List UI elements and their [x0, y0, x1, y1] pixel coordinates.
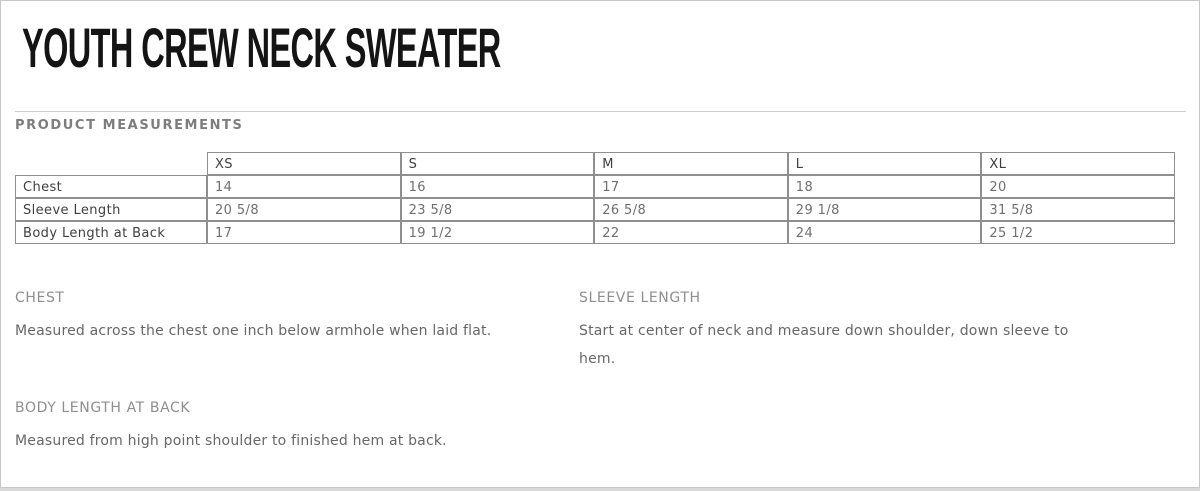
row-label-body-length-at-back: Body Length at Back — [15, 221, 207, 244]
section-heading-product-measurements: PRODUCT MEASUREMENTS — [15, 118, 244, 133]
table-row-chest — [15, 175, 1175, 198]
description-text-chest: Measured across the chest one inch below armhole when laid flat. — [15, 323, 492, 339]
chest-value-s: 16 — [401, 175, 595, 198]
sleeve-value-l: 29 1/8 — [788, 198, 982, 221]
table-row-body-length-at-back — [15, 221, 1175, 244]
chest-value-l: 18 — [788, 175, 982, 198]
sleeve-value-s: 23 5/8 — [401, 198, 595, 221]
body-length-value-xs: 17 — [207, 221, 401, 244]
description-sleeve-length — [579, 290, 1107, 373]
size-chart-table — [15, 152, 1175, 244]
sleeve-value-xs: 20 5/8 — [207, 198, 401, 221]
description-body-length-at-back — [15, 400, 575, 455]
sleeve-value-m: 26 5/8 — [594, 198, 788, 221]
description-heading-chest: CHEST — [15, 290, 65, 306]
size-column-header-s: S — [401, 152, 595, 175]
section-divider — [15, 111, 1186, 112]
body-length-value-s: 19 1/2 — [401, 221, 595, 244]
body-length-value-l: 24 — [788, 221, 982, 244]
product-title: YOUTH CREW NECK SWEATER — [22, 16, 501, 79]
description-chest — [15, 290, 567, 345]
description-heading-body-length-at-back: BODY LENGTH AT BACK — [15, 400, 191, 416]
description-heading-sleeve-length: SLEEVE LENGTH — [579, 290, 701, 306]
body-length-value-m: 22 — [594, 221, 788, 244]
description-text-sleeve-length: Start at center of neck and measure down shoulder, down sleeve to hem. — [579, 323, 1069, 367]
size-chart-corner-cell — [15, 152, 207, 175]
size-column-header-xs: XS — [207, 152, 401, 175]
body-length-value-xl: 25 1/2 — [981, 221, 1175, 244]
size-chart-header-row — [15, 152, 1175, 175]
row-label-chest: Chest — [15, 175, 207, 198]
chest-value-xs: 14 — [207, 175, 401, 198]
chest-value-m: 17 — [594, 175, 788, 198]
description-text-body-length-at-back: Measured from high point shoulder to finished hem at back. — [15, 433, 447, 449]
chest-value-xl: 20 — [981, 175, 1175, 198]
size-column-header-xl: XL — [981, 152, 1175, 175]
size-column-header-m: M — [594, 152, 788, 175]
row-label-sleeve-length: Sleeve Length — [15, 198, 207, 221]
sleeve-value-xl: 31 5/8 — [981, 198, 1175, 221]
table-row-sleeve-length — [15, 198, 1175, 221]
size-column-header-l: L — [788, 152, 982, 175]
